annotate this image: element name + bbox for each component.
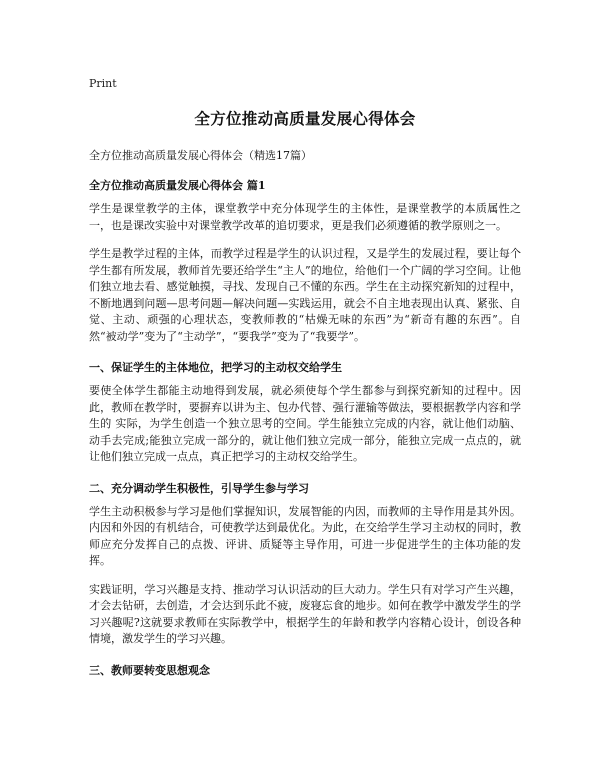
section-2-paragraph-1: 学生主动积极参与学习是他们掌握知识，发展智能的内因，而教师的主导作用是其外因。内因和外因的有机结合，可使教学达到最优化。为此，在交给学生学习主动权的同时，教师应充分发挥自己的点拨、评讲、质疑等主导作用，可进一步促进学生的主体功能的发挥。 (89, 504, 521, 567)
print-link[interactable]: Print (89, 77, 117, 90)
section-heading-1: 一、保证学生的主体地位，把学习的主动权交给学生 (89, 361, 342, 374)
page-title: 全方位推动高质量发展心得体会 (194, 109, 416, 128)
intro-paragraph-2: 学生是教学过程的主体，而教学过程是学生的认识过程，又是学生的发展过程，要让每个学生都有所发展，教师首先要还给学生“主人”的地位，给他们一个广阔的学习空间。让他们独立地去看、感觉触摸，寻找、发现自己不懂的东西。学生在主动探究新知的过程中，不断地遇到问题—思考问题—解决问题—实践运用，就会不自主地表现出认真、紧张、自觉、主动、顽强的心理状态，变教师教的“枯燥无味的东西”为“新奇有趣的东西”。自然“被动学”变为了“主动学”，“要我学”变为了“我要学”。 (89, 247, 521, 343)
subtitle: 全方位推动高质量发展心得体会（精选17篇） (89, 149, 312, 162)
section-2-paragraph-2: 实践证明，学习兴趣是支持、推动学习认识活动的巨大动力。学生只有对学习产生兴趣，才会去钻研，去创造，才会达到乐此不疲，废寝忘食的地步。如何在教学中激发学生的学习兴趣呢?这就要求教师在实际教学中，根据学生的年龄和教学内容精心设计，创设各种情境，激发学生的学习兴趣。 (89, 582, 521, 645)
section-heading-2: 二、充分调动学生积极性，引导学生参与学习 (89, 481, 309, 495)
document-page (89, 72, 521, 678)
article-heading: 全方位推动高质量发展心得体会 篇1 (89, 179, 266, 192)
section-heading-3: 三、教师要转变思想观念 (89, 663, 210, 677)
section-1-paragraph-1: 要使全体学生都能主动地得到发展，就必须使每个学生都参与到探究新知的过程中。因此，教师在教学时，要摒弃以讲为主、包办代替、强行灌输等做法，要根据教学内容和学生的 实际，为学生创造一个独立思考的空间。学生能独立完成的内容，就让他们动脑、动手去完成;能独立完成一部分的，就让他们独立完成一部分，能独立完成一点点的，就让他们独立完成一点点，真正把学习的主动权交给学生。 (89, 384, 521, 463)
intro-paragraph-1: 学生是课堂教学的主体，课堂教学中充分体现学生的主体性，是课堂教学的本质属性之一，也是课改实验中对课堂教学改革的追切要求，更是我们必须遵循的教学原则之一。 (89, 202, 521, 232)
